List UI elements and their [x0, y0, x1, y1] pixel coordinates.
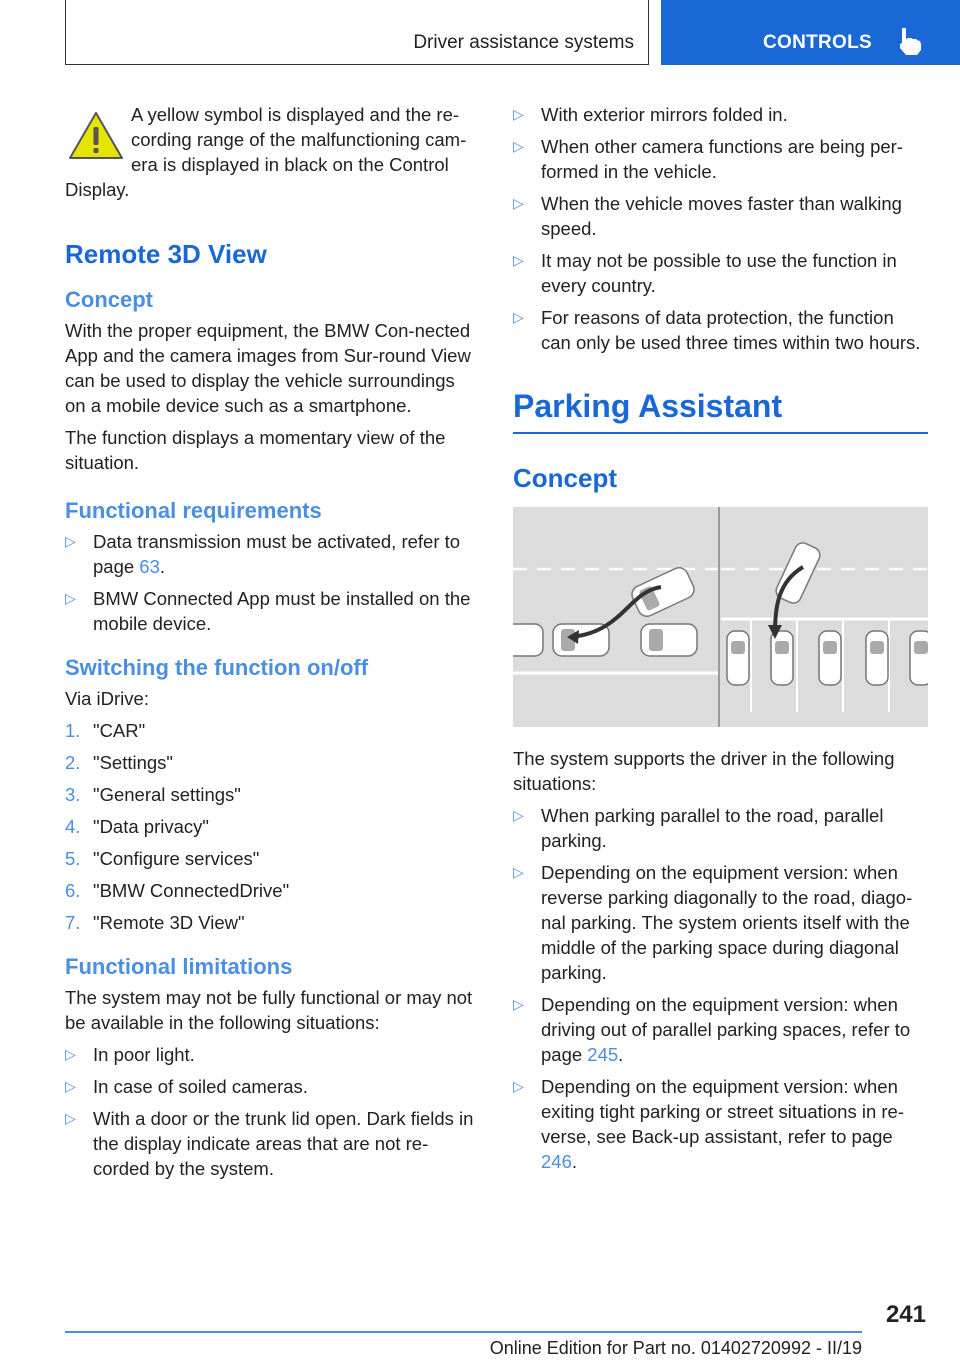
list-item: ▷ With exterior mirrors folded in. — [513, 104, 788, 125]
header-tab-label: CONTROLS — [763, 32, 873, 53]
bullet-marker: ▷ — [513, 996, 524, 1012]
list-item: ▷ When parking parallel to the road, parallel parking. — [513, 805, 884, 851]
list-item: ▷ For reasons of data protection, the function can only be used three times within two hours. — [513, 307, 921, 353]
parking-situations-list — [513, 803, 928, 1174]
header-controls-tab[interactable] — [661, 0, 960, 65]
concept-heading: Concept — [65, 287, 153, 312]
page-link-246[interactable]: 246 — [541, 1151, 572, 1172]
functional-requirements-heading: Functional requirements — [65, 498, 322, 523]
limitations-list-continued — [513, 102, 928, 355]
functional-limitations-heading: Functional limitations — [65, 954, 293, 979]
concept-paragraph-1: With the proper equipment, the BMW Con‐nected App and the camera images from Sur‐round View can be used to display the vehicle surroundings on a mobile device such as a smartphone. — [65, 320, 471, 416]
idrive-steps-list — [65, 718, 475, 935]
list-item: ▷ Depending on the equipment version: when reverse parking diagonally to the road, diago‐nal parking. The system orients itself with the middle of the parking space during diagonal parking. — [513, 862, 913, 983]
list-item: ▷ It may not be possible to use the function in every country. — [513, 250, 897, 296]
parking-concept-heading: Concept — [513, 463, 617, 493]
list-item: ▷ In case of soiled cameras. — [65, 1076, 308, 1097]
limitations-list — [65, 1042, 475, 1181]
bullet-marker: ▷ — [513, 864, 524, 880]
list-item: ▷ When other camera functions are being per‐formed in the vehicle. — [513, 136, 903, 182]
list-item: ▷ Data transmission must be activated, refer to page 63. — [65, 531, 461, 577]
warning-text-rest: Display. — [65, 179, 130, 200]
warning-text: A yellow symbol is displayed and the re‐cording range of the malfunctioning cam‐era is displayed in black on the Control — [131, 104, 467, 175]
warning-notice — [65, 102, 475, 177]
bullet-marker: ▷ — [513, 195, 524, 211]
list-item: ▷ With a door or the trunk lid open. Dark fields in the display indicate areas that are not re‐corded by the system. — [65, 1108, 474, 1179]
bullet-marker: ▷ — [65, 1110, 76, 1126]
remote-3d-view-heading: Remote 3D View — [65, 239, 267, 269]
footer-divider — [65, 1331, 862, 1333]
page-link-245[interactable]: 245 — [587, 1044, 619, 1065]
bullet-marker: ▷ — [65, 533, 76, 549]
parking-assistant-heading: Parking Assistant — [513, 386, 928, 434]
parking-illustration — [513, 507, 928, 727]
bullet-marker: ▷ — [65, 590, 76, 606]
page-number: 241 — [885, 1301, 926, 1328]
bullet-marker: ▷ — [65, 1046, 76, 1062]
step-item: 6. "BMW ConnectedDrive" — [65, 880, 290, 901]
limitations-intro: The system may not be fully functional or may not be available in the following situations: — [65, 987, 473, 1033]
bullet-marker: ▷ — [513, 252, 524, 268]
pointing-hand-icon — [897, 26, 923, 56]
parking-intro: The system supports the driver in the following situations: — [513, 748, 895, 794]
concept-paragraph-2: The function displays a momentary view of the situation. — [65, 427, 446, 473]
bullet-marker: ▷ — [513, 138, 524, 154]
step-item: 4. "Data privacy" — [65, 816, 209, 837]
bullet-marker: ▷ — [65, 1078, 76, 1094]
step-item: 1. "CAR" — [65, 720, 146, 741]
page-link-63[interactable]: 63 — [139, 556, 160, 577]
list-item: ▷ When the vehicle moves faster than walking speed. — [513, 193, 902, 239]
bullet-marker: ▷ — [513, 106, 524, 122]
step-item: 2. "Settings" — [65, 752, 173, 773]
list-item: ▷ Depending on the equipment version: when exiting tight parking or street situations in re‐verse, see Back-up assistant, refer to page 246. — [513, 1076, 904, 1172]
via-idrive-text: Via iDrive: — [65, 688, 149, 709]
step-item: 7. "Remote 3D View" — [65, 912, 245, 933]
bullet-marker: ▷ — [513, 807, 524, 823]
step-item: 3. "General settings" — [65, 784, 241, 805]
list-item: ▷ Depending on the equipment version: when driving out of parallel parking spaces, refer to page 245. — [513, 994, 911, 1065]
list-item: ▷ In poor light. — [65, 1044, 195, 1065]
bullet-marker: ▷ — [513, 1078, 524, 1094]
bullet-marker: ▷ — [513, 309, 524, 325]
header-section-title: Driver assistance systems — [413, 32, 634, 53]
left-column — [65, 102, 475, 1188]
switching-function-heading: Switching the function on/off — [65, 655, 369, 680]
footer-edition: Online Edition for Part no. 01402720992 - II/19 — [489, 1338, 862, 1358]
header-section-box — [65, 0, 649, 65]
requirements-list — [65, 529, 475, 636]
right-column — [513, 102, 928, 1181]
step-item: 5. "Configure services" — [65, 848, 260, 869]
warning-triangle-icon — [67, 110, 125, 162]
list-item: ▷ BMW Connected App must be installed on the mobile device. — [65, 588, 471, 634]
